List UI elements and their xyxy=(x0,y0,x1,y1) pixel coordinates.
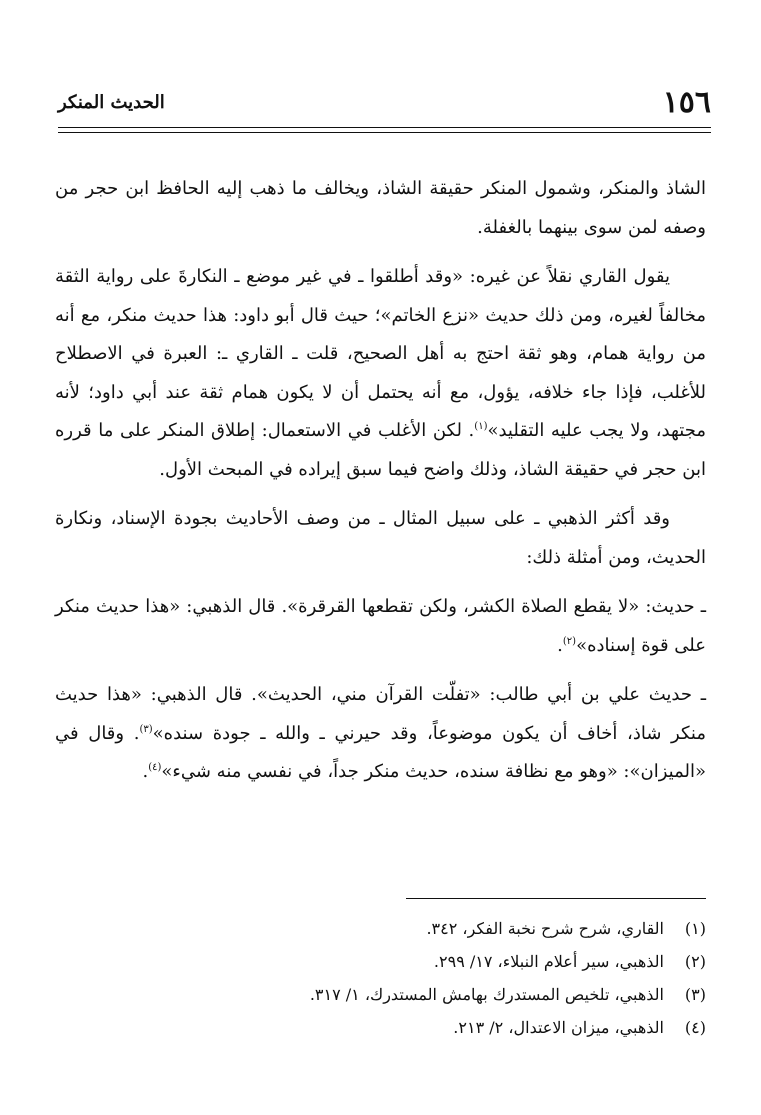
paragraph-2 xyxy=(55,258,706,489)
footnote-number: (٣) xyxy=(684,985,706,1004)
paragraph-5-mid: . وقال في «الميزان»: «وهو مع نظافة سنده، حديث منكر جداً، في نفسي منه شيء» xyxy=(55,722,706,782)
footnote-number: (١) xyxy=(684,919,706,938)
main-text xyxy=(55,170,706,803)
paragraph-5 xyxy=(55,676,706,792)
footnote-text: الذهبي، تلخيص المستدرك بهامش المستدرك، ١/ ٣١٧. xyxy=(309,985,664,1004)
footnote-text: الذهبي، سير أعلام النبلاء، ١٧/ ٢٩٩. xyxy=(433,952,664,971)
footnote-ref-1: (١) xyxy=(474,421,488,432)
footnote-ref-2: (٢) xyxy=(562,635,577,647)
footnote-item xyxy=(55,912,706,945)
paragraph-4-tail: . xyxy=(557,634,563,656)
running-title: الحديث المنكر xyxy=(58,91,165,113)
footnote-number: (٤) xyxy=(684,1018,706,1037)
paragraph-2-text: يقول القاري نقلاً عن غيره: «وقد أطلقوا ـ في غير موضع ـ النكارةَ على رواية الثقة مخالفاً لغيره، ومن ذلك حديث «نزع الخاتم»؛ حيث قال أبو داود: هذا حديث منكر، مع أنه من رواية همام، وهو ثقة احتج به أهل الصحيح، قلت ـ القاري ـ: العبرة في الاصطلاح للأغلب، فإذا جاء خلافه، يؤول، مع أنه يحتمل أن لا يكون همام ثقة عند أبي داود؛ لأنه مجتهد، ولا يجب عليه التقليد» xyxy=(55,266,706,441)
paragraph-2-tail: . لكن الأغلب في الاستعمال: إطلاق المنكر على ما قرره ابن حجر في حقيقة الشاذ، وذلك واضح فيما سبق إيراده في المبحث الأول. xyxy=(55,420,706,480)
paragraph-5-text: ـ حديث علي بن أبي طالب: «تفلّت القرآن مني، الحديث». قال الذهبي: «هذا حديث منكر شاذ، أخاف أن يكون موضوعاً، وقد حيرني ـ والله ـ جودة سنده» xyxy=(55,684,706,744)
footnotes xyxy=(55,912,706,1044)
footnote-ref-3: (٣) xyxy=(139,723,153,735)
footnote-item xyxy=(55,945,706,978)
footnote-text: الذهبي، ميزان الاعتدال، ٢/ ٢١٣. xyxy=(453,1018,664,1037)
footnote-item xyxy=(55,978,706,1011)
paragraph-4-text: ـ حديث: «لا يقطع الصلاة الكشر، ولكن تقطعها القرقرة». قال الذهبي: «هذا حديث منكر على قوة إسناده» xyxy=(55,596,706,656)
footnote-ref-4: (٤) xyxy=(148,762,162,773)
paragraph-3: وقد أكثر الذهبي ـ على سبيل المثال ـ من وصف الأحاديث بجودة الإسناد، ونكارة الحديث، ومن أمثلة ذلك: xyxy=(55,508,706,568)
paragraph-1: الشاذ والمنكر، وشمول المنكر حقيقة الشاذ، ويخالف ما ذهب إليه الحافظ ابن حجر من وصفه لمن سوى بينهما بالغفلة. xyxy=(55,178,706,238)
paragraph-5-tail: . xyxy=(142,761,149,782)
paragraph-4 xyxy=(55,588,706,665)
page-number: ١٥٦ xyxy=(662,84,711,120)
footnote-item xyxy=(55,1011,706,1044)
page-header xyxy=(58,82,711,122)
header-rule xyxy=(58,127,711,133)
footnote-number: (٢) xyxy=(684,952,706,971)
footnote-text: القاري، شرح شرح نخبة الفكر، ٣٤٢. xyxy=(426,919,664,938)
footnote-separator xyxy=(406,898,706,899)
